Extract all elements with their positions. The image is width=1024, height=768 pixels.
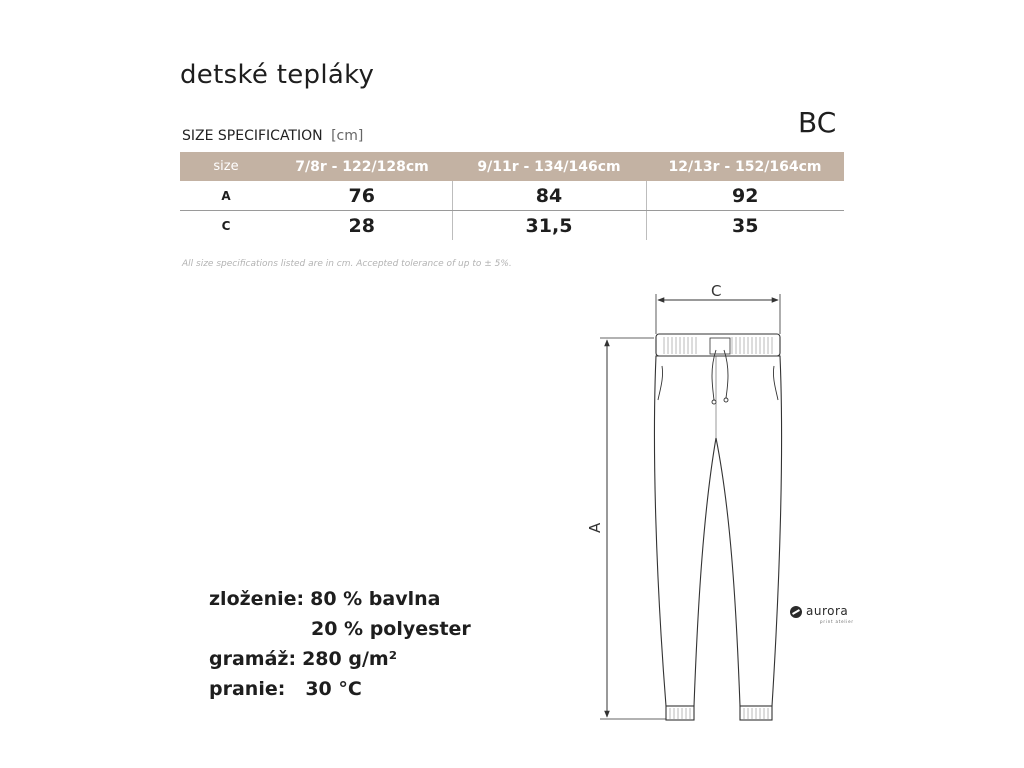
header-size: size (180, 152, 272, 181)
composition-polyester: 20 % polyester (311, 618, 471, 640)
aurora-logo-subtext: print atelier (820, 619, 854, 624)
weight-value: 280 g/m² (302, 648, 398, 670)
table-cell: 28 (272, 211, 452, 241)
composition-info (209, 584, 471, 704)
pants-body (654, 356, 781, 706)
wash-label: pranie: (209, 678, 286, 700)
wash-value: 30 °C (305, 678, 362, 700)
length-dimension-label: A (586, 522, 604, 533)
product-title: detské tepláky (180, 60, 375, 90)
header-size-3: 12/13r - 152/164cm (646, 152, 844, 181)
size-spec-heading-text: SIZE SPECIFICATION (182, 128, 323, 144)
aurora-logo-text: aurora (806, 604, 849, 618)
weight-label: gramáž: (209, 648, 297, 670)
product-code: BC (798, 106, 837, 139)
size-spec-unit: [cm] (331, 128, 364, 144)
pants-illustration (654, 334, 781, 720)
table-row (180, 211, 844, 241)
composition-cotton: 80 % bavlna (310, 588, 441, 610)
row-label-c: C (221, 218, 231, 233)
table-cell: 35 (732, 214, 759, 237)
waistband-label (710, 338, 730, 354)
aurora-logo-icon (790, 606, 802, 618)
size-table (180, 152, 844, 240)
table-cell: 31,5 (452, 211, 646, 241)
table-cell: 76 (272, 181, 452, 211)
tolerance-note: All size specifications listed are in cm. Accepted tolerance of up to ± 5%. (182, 259, 512, 269)
size-table-header (180, 152, 844, 181)
table-row (180, 181, 844, 211)
table-cell: 84 (452, 181, 646, 211)
width-dimension-label: C (711, 282, 722, 300)
header-size-1: 7/8r - 122/128cm (272, 152, 452, 181)
size-spec-heading (182, 128, 363, 144)
pants-diagram (580, 278, 800, 728)
composition-label: zloženie: (209, 588, 305, 610)
header-size-2: 9/11r - 134/146cm (452, 152, 646, 181)
table-cell: 92 (646, 181, 844, 211)
row-label-a: A (180, 181, 272, 211)
